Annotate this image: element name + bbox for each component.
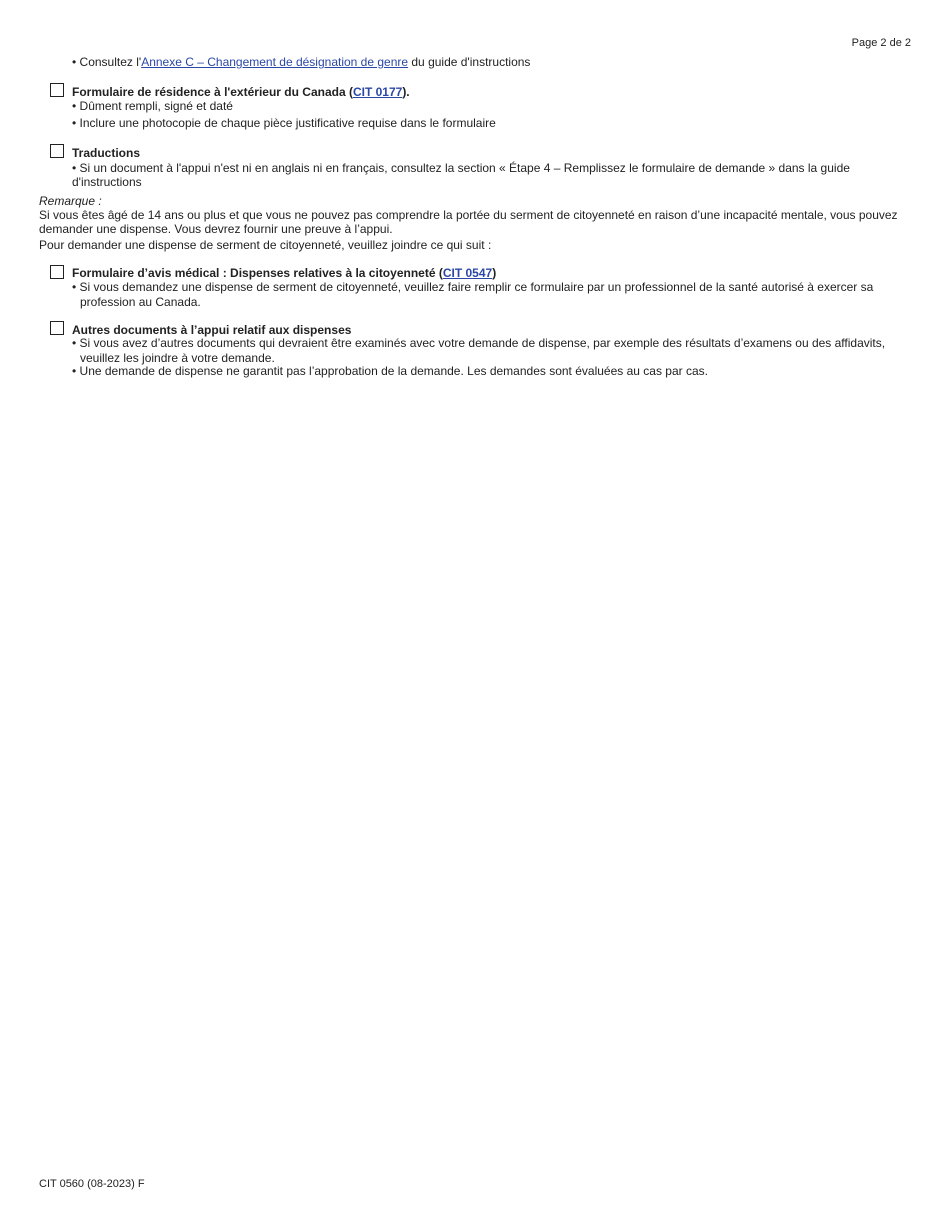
residence-title-end: ).	[402, 85, 410, 99]
form-code-footer: CIT 0560 (08-2023) F	[39, 1178, 145, 1190]
medical-bullet: • Si vous demandez une dispense de serment de citoyenneté, veuillez faire remplir ce formulaire par un professionnel de la santé autorisé à exercer sa	[72, 280, 874, 294]
annex-c-link[interactable]: Annexe C – Changement de désignation de genre	[141, 55, 409, 69]
cit-0547-link[interactable]: CIT 0547	[442, 266, 493, 280]
medical-title-text: Formulaire d’avis médical : Dispenses relatives à la citoyenneté (	[72, 266, 443, 280]
other-docs-title: Autres documents à l’appui relatif aux dispenses	[72, 323, 352, 337]
page-number: Page 2 de 2	[851, 37, 911, 49]
other-docs-checkbox[interactable]	[50, 321, 64, 335]
cit-0177-link[interactable]: CIT 0177	[352, 85, 403, 99]
medical-title-end: )	[492, 266, 497, 280]
other-docs-bullet-1-cont: veuillez les joindre à votre demande.	[80, 351, 275, 365]
translations-bullet-line1: • Si un document à l'appui n'est ni en anglais ni en français, consultez la section « Étape 4 – Remplissez le formulaire de demande » dans la guide	[72, 161, 850, 175]
dispense-request-line: Pour demander une dispense de serment de citoyenneté, veuillez joindre ce qui suit :	[39, 238, 492, 252]
consult-prefix: • Consultez l'	[72, 55, 142, 69]
residence-title-text: Formulaire de résidence à l'extérieur du Canada (	[72, 85, 353, 99]
residence-form-title	[72, 85, 410, 99]
other-docs-bullet-2: • Une demande de dispense ne garantit pas l’approbation de la demande. Les demandes sont évaluées au cas par cas.	[72, 364, 708, 378]
translations-title: Traductions	[72, 146, 141, 160]
medical-form-checkbox[interactable]	[50, 265, 64, 279]
consult-annex-line	[72, 55, 530, 69]
translations-bullet-line2: d'instructions	[72, 175, 142, 189]
remark-label: Remarque :	[39, 194, 102, 208]
residence-form-checkbox[interactable]	[50, 83, 64, 97]
other-docs-bullet-1: • Si vous avez d’autres documents qui devraient être examinés avec votre demande de dispense, par exemple des résultats d’examens ou des affidavits,	[72, 336, 886, 350]
remark-paragraph: Si vous êtes âgé de 14 ans ou plus et que vous ne pouvez pas comprendre la portée du serment de citoyenneté en raison d’une incapacité mentale, vous pouvez demander une dispense. Vous devrez fournir une preuve à l’appui.	[39, 208, 898, 236]
medical-form-title	[72, 266, 496, 280]
medical-bullet-cont: profession au Canada.	[80, 295, 201, 309]
residence-bullet-2: • Inclure une photocopie de chaque pièce justificative requise dans le formulaire	[72, 116, 496, 130]
translations-checkbox[interactable]	[50, 144, 64, 158]
residence-bullet-1: • Dûment rempli, signé et daté	[72, 99, 233, 113]
consult-suffix: du guide d'instructions	[408, 55, 531, 69]
